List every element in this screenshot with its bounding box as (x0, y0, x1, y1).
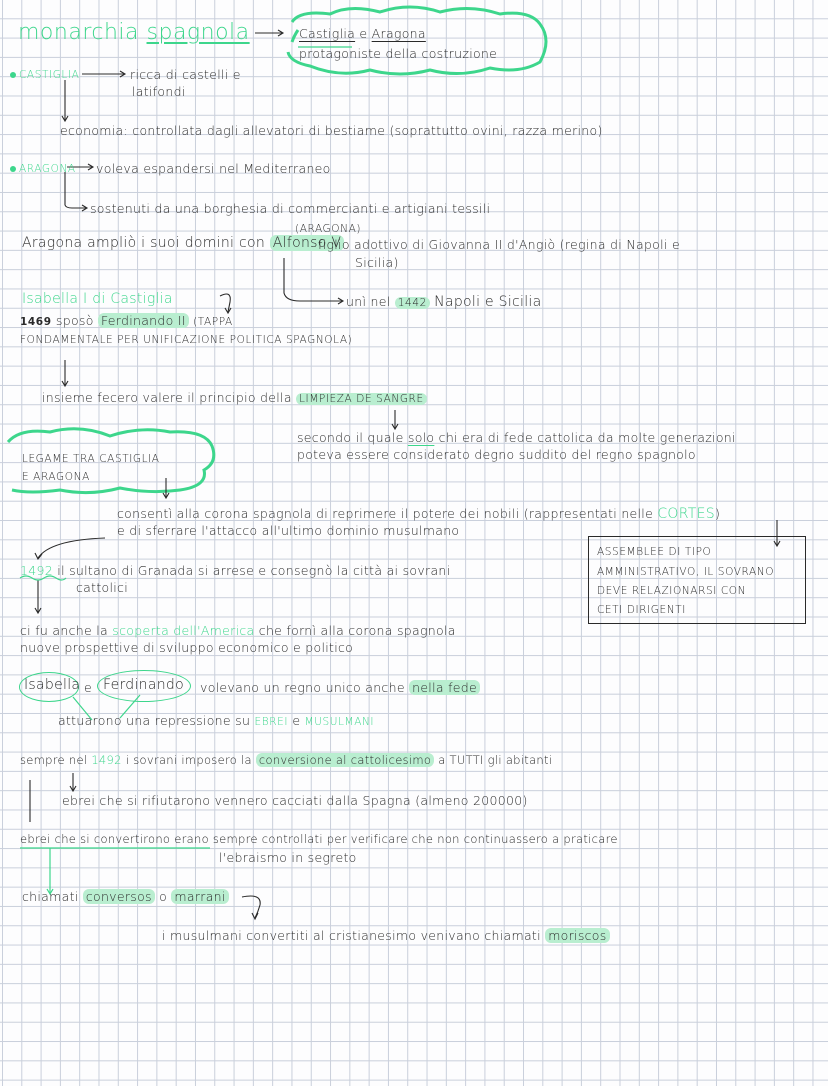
isabella-heading: Isabella I di Castiglia (22, 291, 173, 307)
union-prefix: unì nel (346, 294, 391, 309)
castiglia-economy: economia: controllata dagli allevatori di bestiame (soprattutto ovini, razza merino) (60, 123, 603, 138)
moriscos-term: moriscos (545, 928, 609, 943)
castiglia-desc-2: latifondi (132, 84, 186, 99)
conjunction: e (292, 713, 301, 728)
repressione-line (58, 713, 374, 730)
musulmani-term: MUSULMANI (304, 716, 375, 728)
consenti-line (117, 506, 720, 522)
aragona-desc: voleva espandersi nel Mediterraneo (96, 161, 331, 176)
cortes-term: CORTES (657, 506, 715, 522)
marriage-year: 1469 (20, 316, 52, 328)
conversione-suffix: a TUTTI gli abitanti (438, 753, 553, 767)
cloud-top-line2: protagoniste della costruzione (299, 46, 498, 61)
cortes-box-line: ASSEMBLEE DI TIPO (597, 546, 712, 558)
expl-prefix: secondo il quale (297, 430, 404, 445)
bullet-icon (10, 72, 16, 78)
america-term: scoperta dell'America (112, 623, 255, 638)
conversione-line (20, 753, 552, 768)
castiglia-desc: ricca di castelli e (130, 67, 241, 82)
title-word: monarchia (18, 20, 140, 45)
paren-close: ) (714, 506, 721, 521)
limpieza-term: LIMPIEZA DE SANGRE (296, 393, 427, 405)
ebrei-term: EBREI (254, 716, 289, 728)
union-year: 1442 (395, 297, 430, 309)
granada-text: il sultano di Granada si arrese e consegnò la città ai sovrani (57, 563, 451, 578)
conversione-mid: i sovrani imposero la (125, 753, 252, 767)
america-line-2: nuove prospettive di sviluppo economico e politico (20, 640, 354, 655)
converted-line-2: l'ebraismo in segreto (219, 850, 357, 865)
conversione-prefix: sempre nel (20, 753, 88, 767)
converted-subject: ebrei che si convertirono (20, 832, 171, 846)
alfonso-prefix: Aragona ampliò i suoi domini con (22, 235, 266, 251)
conversos-term: conversos (83, 889, 155, 904)
moriscos-prefix: i musulmani convertiti al cristianesimo venivano chiamati (162, 928, 541, 943)
cortes-box-line: CETI DIRIGENTI (597, 604, 686, 616)
limpieza-prefix: insieme fecero valere il principio della (42, 390, 292, 405)
aragona-heading: ARAGONA (10, 162, 76, 177)
husband-name: Ferdinando II (98, 313, 189, 328)
granada-year: 1492 (20, 563, 54, 578)
legame-line1: LEGAME TRA CASTIGLIA (22, 453, 160, 465)
alfonso-desc: figlio adottivo di Giovanna II d'Angiò (regina di Napoli e (318, 237, 680, 252)
conversione-year: 1492 (91, 753, 122, 767)
alfonso-desc-2: Sicilia) (355, 255, 399, 270)
marriage-verb: sposò (55, 313, 94, 328)
limpieza-line (42, 390, 427, 407)
fede-line (200, 680, 480, 695)
refused-line: ebrei che si rifiutarono vennero cacciati dalla Spagna (almeno 200000) (62, 793, 528, 808)
alfonso-name: Alfonso V (270, 235, 344, 251)
conversione-term: conversione al cattolicesimo (256, 753, 434, 767)
conjunction: o (159, 889, 168, 904)
marriage-note: (TAPPA (193, 316, 233, 328)
limpieza-explanation-2: poteva essere considerato degno suddito del regno spagnolo (297, 447, 696, 462)
america-prefix: ci fu anche la (20, 623, 108, 638)
america-suffix: che fornì alla corona spagnola (258, 623, 456, 638)
consenti-text: consentì alla corona spagnola di reprimere il potere dei nobili (rappresentati nelle (117, 506, 654, 521)
ferdinando-name: Ferdinando (103, 677, 184, 693)
marriage-note-2: FONDAMENTALE PER UNIFICAZIONE POLITICA SPAGNOLA) (20, 334, 353, 346)
converted-line (20, 832, 618, 847)
consenti-line-2: e di sferrare l'attacco all'ultimo dominio musulmano (117, 523, 460, 538)
granada-line-2: cattolici (76, 580, 128, 595)
castiglia-label: Castiglia (299, 26, 356, 41)
title-underlined-word: spagnola (146, 20, 250, 45)
names-prefix: chiamati (22, 889, 79, 904)
aragona-support: sostenuti da una borghesia di commercianti e artigiani tessili (90, 201, 491, 216)
bullet-icon (10, 166, 16, 172)
marrani-term: marrani (171, 889, 228, 904)
expl-solo: solo (407, 430, 435, 445)
america-line (20, 623, 456, 638)
union-suffix: Napoli e Sicilia (434, 294, 542, 310)
moriscos-line (162, 928, 610, 943)
page-title (18, 20, 250, 46)
separator: e (359, 26, 368, 41)
granada-line (20, 563, 450, 578)
fede-text: volevano un regno unico anche (200, 680, 405, 695)
marriage-line (20, 313, 233, 330)
union-line (346, 294, 542, 311)
limpieza-explanation (297, 430, 736, 445)
alfonso-line (22, 236, 344, 251)
castiglia-heading: CASTIGLIA (10, 68, 79, 83)
legame-line2: E ARAGONA (22, 471, 90, 483)
alfonso-note: (ARAGONA) (295, 223, 362, 235)
repressione-text: attuarono una repressione su (58, 713, 251, 728)
conversos-line (22, 889, 229, 904)
conjunction: e (84, 680, 92, 695)
cortes-box-line: DEVE RELAZIONARSI CON (597, 585, 747, 597)
fede-term: nella fede (409, 680, 480, 695)
aragona-label: Aragona (371, 26, 426, 41)
cortes-box-line: AMMINISTRATIVO, IL SOVRANO (597, 566, 775, 578)
isabella-name: Isabella (24, 677, 81, 693)
cloud-top-line1 (299, 26, 426, 41)
converted-text: erano sempre controllati per verificare che non continuassero a praticare (174, 832, 618, 846)
expl-rest: chi era di fede cattolica da molte generazioni (438, 430, 736, 445)
